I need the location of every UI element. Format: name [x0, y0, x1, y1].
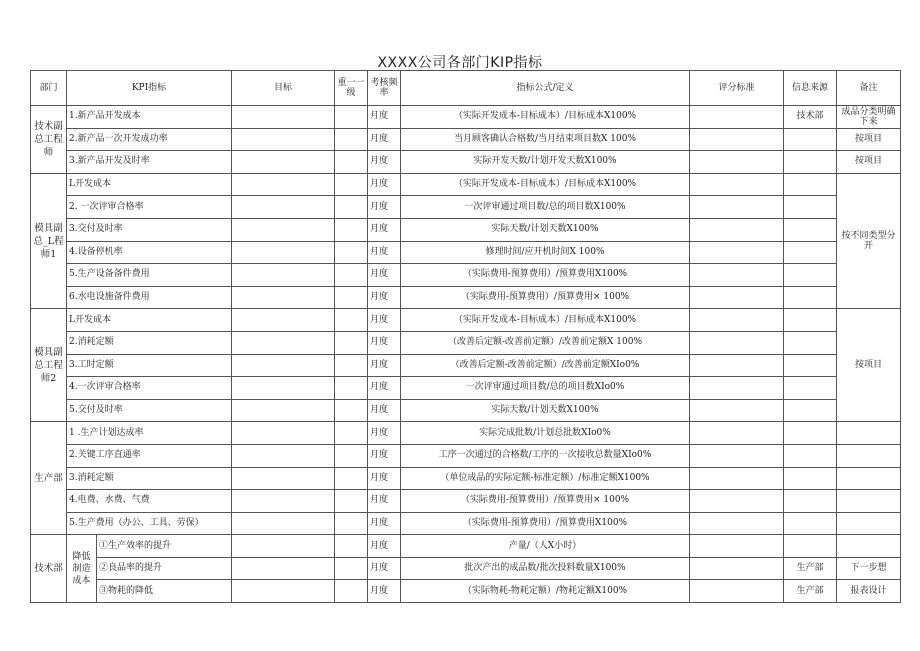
kpi-cell: L开发成本	[67, 309, 232, 332]
table-row	[31, 264, 901, 287]
criteria-cell	[690, 490, 784, 513]
header-row	[31, 71, 901, 106]
level-cell	[335, 444, 368, 467]
target-cell	[232, 399, 335, 422]
header-freq: 考核频率	[368, 71, 401, 106]
source-cell	[784, 218, 837, 241]
note-cell: 按项目	[837, 128, 901, 151]
level-cell	[335, 399, 368, 422]
freq-cell: 月度	[368, 490, 401, 513]
formula-cell: 实际开发天数/计划开发天数X100%	[401, 151, 690, 174]
table-row	[31, 467, 901, 490]
freq-cell: 月度	[368, 512, 401, 535]
formula-cell: 当月顾客确认合格数/当月结束项目数X 100%	[401, 128, 690, 151]
table-row	[31, 422, 901, 445]
table-row	[31, 309, 901, 332]
criteria-cell	[690, 354, 784, 377]
kpi-cell: 4.电费、水费、气费	[67, 490, 232, 513]
formula-cell: （实际开发成本-目标成本）/目标成本X100%	[401, 106, 690, 129]
level-cell	[335, 580, 368, 603]
criteria-cell	[690, 218, 784, 241]
criteria-cell	[690, 309, 784, 332]
level-cell	[335, 331, 368, 354]
note-cell: 报表设计	[837, 580, 901, 603]
kpi-table	[30, 70, 901, 603]
target-cell	[232, 264, 335, 287]
formula-cell: 实际完成批数/计划总批数XIo0%	[401, 422, 690, 445]
kpi-cell: 2.消耗定额	[67, 331, 232, 354]
target-cell	[232, 151, 335, 174]
note-cell: 成品分类明确下来	[837, 106, 901, 129]
table-row	[31, 535, 901, 558]
freq-cell: 月度	[368, 151, 401, 174]
criteria-cell	[690, 377, 784, 400]
kpi-cell: 2.关键工序直通率	[67, 444, 232, 467]
kpi-cell: 1 .生产计划达成率	[67, 422, 232, 445]
note-cell: 按不同类型分开	[837, 173, 901, 309]
criteria-cell	[690, 399, 784, 422]
target-cell	[232, 467, 335, 490]
criteria-cell	[690, 173, 784, 196]
table-row	[31, 286, 901, 309]
source-cell	[784, 173, 837, 196]
formula-cell: 实际天数/计划天数X100%	[401, 399, 690, 422]
kpi-cell: 4.设备停机率	[67, 241, 232, 264]
source-cell: 生产部	[784, 580, 837, 603]
source-cell	[784, 354, 837, 377]
target-cell	[232, 490, 335, 513]
criteria-cell	[690, 196, 784, 219]
kpi-cell: 3.工时定额	[67, 354, 232, 377]
table-row	[31, 128, 901, 151]
level-cell	[335, 173, 368, 196]
source-cell	[784, 467, 837, 490]
target-cell	[232, 580, 335, 603]
table-row	[31, 331, 901, 354]
freq-cell: 月度	[368, 422, 401, 445]
criteria-cell	[690, 241, 784, 264]
formula-cell: 一次评审通过项目数/总的项目数X100%	[401, 196, 690, 219]
table-row	[31, 196, 901, 219]
source-cell	[784, 151, 837, 174]
kpi-cell: 3.交付及时率	[67, 218, 232, 241]
source-cell	[784, 399, 837, 422]
table-row	[31, 218, 901, 241]
freq-cell: 月度	[368, 354, 401, 377]
formula-cell: （实际费用-预算费用）/预算费用X100%	[401, 512, 690, 535]
freq-cell: 月度	[368, 106, 401, 129]
freq-cell: 月度	[368, 535, 401, 558]
kpi-cell: ①生产效率的提升	[97, 535, 232, 558]
table-row	[31, 151, 901, 174]
header-dept: 部门	[31, 71, 67, 106]
table-row	[31, 106, 901, 129]
criteria-cell	[690, 557, 784, 580]
table-row	[31, 512, 901, 535]
level-cell	[335, 264, 368, 287]
criteria-cell	[690, 422, 784, 445]
table-row	[31, 557, 901, 580]
formula-cell: （实际开发成本-目标成本）/目标成本X100%	[401, 173, 690, 196]
source-cell	[784, 286, 837, 309]
table-row	[31, 580, 901, 603]
source-cell: 生产部	[784, 557, 837, 580]
criteria-cell	[690, 512, 784, 535]
kpi-cell: 3.新产品开发及时率	[67, 151, 232, 174]
kpi-cell: 3.消耗定额	[67, 467, 232, 490]
freq-cell: 月度	[368, 444, 401, 467]
kpi-cell: 2.新产品一次开发成功率	[67, 128, 232, 151]
freq-cell: 月度	[368, 241, 401, 264]
freq-cell: 月度	[368, 580, 401, 603]
freq-cell: 月度	[368, 309, 401, 332]
note-cell: 按项目	[837, 309, 901, 422]
target-cell	[232, 106, 335, 129]
level-cell	[335, 286, 368, 309]
kpi-cell: 4.一次评审合格率	[67, 377, 232, 400]
kpi-cell: 5.交付及时率	[67, 399, 232, 422]
level-cell	[335, 490, 368, 513]
level-cell	[335, 467, 368, 490]
criteria-cell	[690, 286, 784, 309]
source-cell	[784, 196, 837, 219]
target-cell	[232, 173, 335, 196]
dept-cell: 生产部	[31, 422, 67, 535]
level-cell	[335, 512, 368, 535]
kpi-cell: ③物耗的降低	[97, 580, 232, 603]
kpi-cell: ②良品率的提升	[97, 557, 232, 580]
target-cell	[232, 444, 335, 467]
subcategory-cell: 降低制造成本	[67, 535, 97, 603]
source-cell: 技术部	[784, 106, 837, 129]
kpi-cell: 5.生产费用（办公、工具、劳保）	[67, 512, 232, 535]
table-row	[31, 173, 901, 196]
note-cell	[837, 490, 901, 513]
header-formula: 指标公式/定义	[401, 71, 690, 106]
formula-cell: （实际物耗-物耗定额）/物耗定额X100%	[401, 580, 690, 603]
target-cell	[232, 422, 335, 445]
target-cell	[232, 196, 335, 219]
formula-cell: （实际开发成本-目标成本）/目标成本X100%	[401, 309, 690, 332]
criteria-cell	[690, 444, 784, 467]
target-cell	[232, 535, 335, 558]
table-row	[31, 354, 901, 377]
formula-cell: 批次产出的成品数/批次投料数量X100%	[401, 557, 690, 580]
level-cell	[335, 151, 368, 174]
level-cell	[335, 128, 368, 151]
level-cell	[335, 377, 368, 400]
criteria-cell	[690, 331, 784, 354]
target-cell	[232, 557, 335, 580]
note-cell	[837, 467, 901, 490]
freq-cell: 月度	[368, 467, 401, 490]
kpi-cell: 6.水电设施备件费用	[67, 286, 232, 309]
level-cell	[335, 309, 368, 332]
formula-cell: 产量/（人X小时）	[401, 535, 690, 558]
table-row	[31, 241, 901, 264]
formula-cell: （实际费用-预算费用）/预算费用× 100%	[401, 286, 690, 309]
formula-cell: 工序一次通过的合格数/工序的一次接收总数量XIo0%	[401, 444, 690, 467]
level-cell	[335, 422, 368, 445]
criteria-cell	[690, 467, 784, 490]
freq-cell: 月度	[368, 196, 401, 219]
target-cell	[232, 377, 335, 400]
formula-cell: （改善后定额-改善前定额）/改善前定额XIo0%	[401, 354, 690, 377]
header-criteria: 评分标准	[690, 71, 784, 106]
target-cell	[232, 354, 335, 377]
level-cell	[335, 218, 368, 241]
source-cell	[784, 264, 837, 287]
freq-cell: 月度	[368, 264, 401, 287]
note-cell: 下一步想	[837, 557, 901, 580]
freq-cell: 月度	[368, 286, 401, 309]
source-cell	[784, 377, 837, 400]
target-cell	[232, 512, 335, 535]
level-cell	[335, 535, 368, 558]
header-target: 目标	[232, 71, 335, 106]
target-cell	[232, 331, 335, 354]
formula-cell: 一次评审通过项目数/总的项目数XIo0%	[401, 377, 690, 400]
criteria-cell	[690, 580, 784, 603]
level-cell	[335, 354, 368, 377]
freq-cell: 月度	[368, 557, 401, 580]
formula-cell: 修理时间/应开机时间X 100%	[401, 241, 690, 264]
table-row	[31, 490, 901, 513]
freq-cell: 月度	[368, 173, 401, 196]
note-cell	[837, 422, 901, 445]
criteria-cell	[690, 535, 784, 558]
criteria-cell	[690, 151, 784, 174]
formula-cell: （实际费用-预算费用）/预算费用X100%	[401, 264, 690, 287]
source-cell	[784, 422, 837, 445]
header-source: 信息来源	[784, 71, 837, 106]
dept-cell: 模具副总_L程师1	[31, 173, 67, 309]
header-note: 备注	[837, 71, 901, 106]
level-cell	[335, 106, 368, 129]
formula-cell: 实际天数/计划天数X100%	[401, 218, 690, 241]
header-kpi: KPI指标	[67, 71, 232, 106]
dept-cell: 技术部	[31, 535, 67, 603]
note-cell	[837, 512, 901, 535]
target-cell	[232, 286, 335, 309]
source-cell	[784, 241, 837, 264]
formula-cell: （改善后定额-改善前定额）/改善前定额X 100%	[401, 331, 690, 354]
table-row	[31, 377, 901, 400]
freq-cell: 月度	[368, 331, 401, 354]
source-cell	[784, 309, 837, 332]
freq-cell: 月度	[368, 399, 401, 422]
dept-cell: 技术副总工程师	[31, 106, 67, 174]
page-title: XXXX公司各部门KIP指标	[377, 55, 543, 71]
target-cell	[232, 128, 335, 151]
source-cell	[784, 512, 837, 535]
source-cell	[784, 128, 837, 151]
source-cell	[784, 490, 837, 513]
criteria-cell	[690, 128, 784, 151]
kpi-cell: 2. 一次评审合格率	[67, 196, 232, 219]
source-cell	[784, 444, 837, 467]
criteria-cell	[690, 264, 784, 287]
target-cell	[232, 218, 335, 241]
freq-cell: 月度	[368, 218, 401, 241]
note-cell	[837, 535, 901, 558]
note-cell: 按项目	[837, 151, 901, 174]
freq-cell: 月度	[368, 128, 401, 151]
target-cell	[232, 309, 335, 332]
source-cell	[784, 331, 837, 354]
table-row	[31, 444, 901, 467]
level-cell	[335, 196, 368, 219]
note-cell	[837, 444, 901, 467]
target-cell	[232, 241, 335, 264]
kpi-cell: L开发成本	[67, 173, 232, 196]
kpi-cell: 1.新产品开发成本	[67, 106, 232, 129]
level-cell	[335, 241, 368, 264]
table-row	[31, 399, 901, 422]
kpi-cell: 5.生产设备备件费用	[67, 264, 232, 287]
freq-cell: 月度	[368, 377, 401, 400]
criteria-cell	[690, 106, 784, 129]
dept-cell: 模具副总工程师2	[31, 309, 67, 422]
header-level: 重一一级	[335, 71, 368, 106]
level-cell	[335, 557, 368, 580]
formula-cell: （单位成品的实际定额-标准定额）/标准定额X100%	[401, 467, 690, 490]
formula-cell: （实际费用-预算费用）/预算费用× 100%	[401, 490, 690, 513]
source-cell	[784, 535, 837, 558]
